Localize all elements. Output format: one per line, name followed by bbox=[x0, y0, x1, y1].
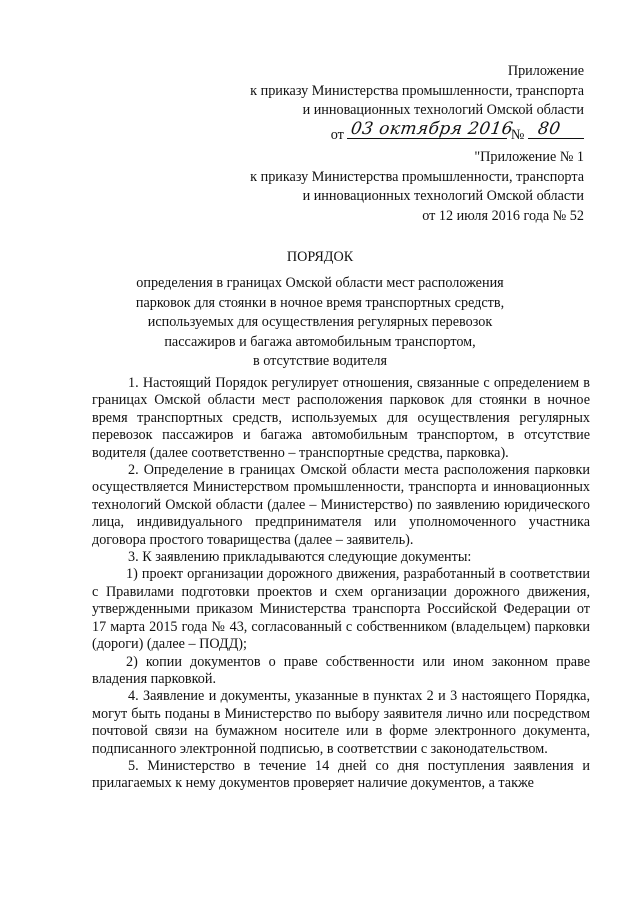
paragraph-1: 1. Настоящий Порядок регулирует отношения, связанные с определением в границах Омской области мест расположения парковок для стоянки в ночное время транспортных средств, используемых для осуществления регулярных перевозок пассажиров и багажа автомобильным транспортом, в отсутствие водителя (далее соответственно – транспортные средства, парковка). bbox=[92, 375, 590, 461]
paragraph-3: 3. К заявлению прикладываются следующие документы: bbox=[128, 549, 472, 566]
original-appendix-line1: "Приложение № 1 bbox=[474, 149, 584, 165]
paragraph-4: 4. Заявление и документы, указанные в пунктах 2 и 3 настоящего Порядка, могут быть поданы в Министерство по выбору заявителя лично или посредством почтовой связи на бумажном носителе или в форме электронного документа, подписанного электронной подписью, в соответствии с законодательством. bbox=[92, 688, 590, 757]
handwritten-number: 80 bbox=[536, 118, 562, 139]
paragraph-2: 2. Определение в границах Омской области места расположения парковки осуществляется Министерством промышленности, транспорта и инновационных технологий Омской области (далее – Министерство) по заявлению юридического лица, индивидуального предпринимателя или уполномоченного участника договора простого товарищества (далее – заявитель). bbox=[92, 462, 590, 548]
appendix-header-line1: Приложение bbox=[507, 63, 584, 79]
appendix-header-line3: и инновационных технологий Омской области bbox=[302, 102, 584, 118]
handwritten-date-field bbox=[347, 118, 515, 139]
order-date-number-line bbox=[250, 118, 584, 146]
title-line5: в отсутствие водителя bbox=[253, 353, 387, 370]
document-body bbox=[92, 375, 590, 793]
document-title bbox=[100, 248, 540, 371]
from-label: от bbox=[330, 126, 344, 143]
appendix-header bbox=[250, 62, 584, 145]
title-heading: ПОРЯДОК bbox=[286, 249, 354, 265]
title-line4: пассажиров и багажа автомобильным транспортом, bbox=[164, 333, 476, 350]
title-line2: парковок для стоянки в ночное время транспортных средств, bbox=[135, 294, 505, 311]
original-appendix-line2: к приказу Министерства промышленности, транспорта bbox=[250, 168, 584, 185]
original-appendix-header bbox=[250, 148, 584, 226]
handwritten-number-field bbox=[528, 118, 584, 139]
original-appendix-line4: от 12 июля 2016 года № 52 bbox=[422, 207, 584, 224]
number-label: № bbox=[510, 126, 525, 143]
paragraph-3-item-2: 2) копии документов о праве собственности или ином законном праве владения парковкой. bbox=[92, 653, 590, 687]
original-appendix-line3: и инновационных технологий Омской области bbox=[302, 188, 584, 204]
title-line1: определения в границах Омской области мест расположения bbox=[136, 275, 504, 292]
paragraph-5: 5. Министерство в течение 14 дней со дня поступления заявления и прилагаемых к нему документов проверяет наличие документов, а также bbox=[92, 757, 590, 792]
handwritten-date: 03 октября 2016 bbox=[349, 118, 515, 139]
title-line3: используемых для осуществления регулярных перевозок bbox=[147, 314, 493, 331]
paragraph-3-item-1: 1) проект организации дорожного движения, разработанный в соответствии с Правилами подготовки проектов и схем организации дорожного движения, утвержденными приказом Министерства транспорта Российской Федерации от 17 марта 2015 года № 43, согласованный с собственником (владельцем) парковки (дороги) (далее – ПОДД); bbox=[92, 566, 590, 653]
appendix-header-line2: к приказу Министерства промышленности, транспорта bbox=[250, 82, 584, 99]
